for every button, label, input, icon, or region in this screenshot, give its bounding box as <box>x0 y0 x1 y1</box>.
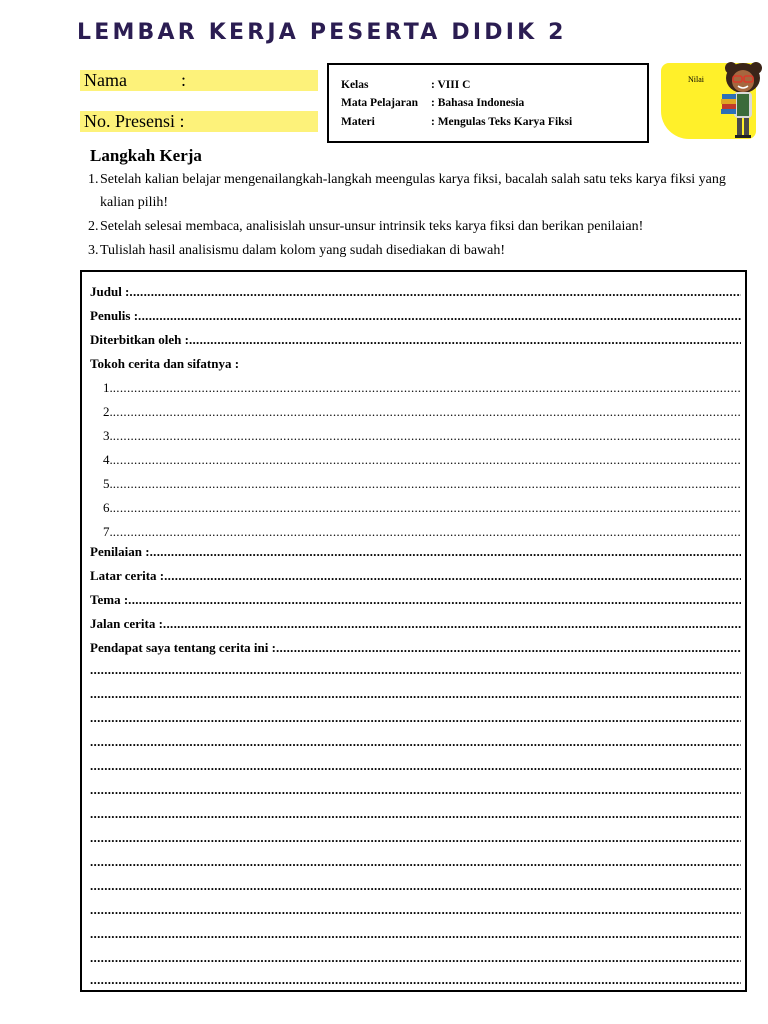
blank-line[interactable] <box>90 970 741 990</box>
tokoh-item-line[interactable] <box>113 498 741 518</box>
tokoh-item[interactable] <box>103 522 741 542</box>
blank-dots[interactable] <box>90 684 741 704</box>
kelas-value: : VIII C <box>431 79 471 91</box>
blank-dots[interactable] <box>90 852 741 872</box>
latar-label: Latar cerita : <box>90 568 165 583</box>
step-item <box>88 215 738 238</box>
mapel-row <box>341 97 524 109</box>
tokoh-item-line[interactable] <box>113 522 741 542</box>
steps-heading: Langkah Kerja <box>90 146 202 165</box>
judul-field[interactable] <box>90 282 741 302</box>
tema-field[interactable] <box>90 590 741 610</box>
blank-line[interactable] <box>90 948 741 968</box>
teacher-illustration <box>710 60 768 140</box>
worksheet-title: LEMBAR KERJA PESERTA DIDIK 2 <box>77 20 567 45</box>
tokoh-item-line[interactable] <box>113 402 741 422</box>
jalan-cerita-field[interactable] <box>90 614 741 634</box>
blank-line[interactable] <box>90 828 741 848</box>
tema-label: Tema : <box>90 592 129 607</box>
tokoh-item[interactable] <box>103 474 741 494</box>
blank-line[interactable] <box>90 732 741 752</box>
step-text: Tulislah hasil analisismu dalam kolom yang sudah disediakan di bawah! <box>100 243 506 258</box>
step-item <box>88 239 738 262</box>
blank-line[interactable] <box>90 900 741 920</box>
materi-value: : Mengulas Teks Karya Fiksi <box>431 116 573 128</box>
diterbitkan-line[interactable] <box>189 330 741 350</box>
tokoh-item-number: 4. <box>103 452 113 467</box>
pendapat-field[interactable] <box>90 638 741 658</box>
pendapat-line[interactable] <box>276 638 741 658</box>
blank-line[interactable] <box>90 708 741 728</box>
step-text: Setelah kalian belajar mengenailangkah-langkah meengulas karya fiksi, bacalah salah satu teks karya fiksi yang kalian pilih! <box>100 172 726 210</box>
blank-line[interactable] <box>90 804 741 824</box>
presensi-field[interactable]: No. Presensi : <box>80 111 318 132</box>
tokoh-item-number: 1. <box>103 380 113 395</box>
tokoh-item-number: 7. <box>103 524 113 539</box>
blank-dots[interactable] <box>90 828 741 848</box>
step-text: Setelah selesai membaca, analisislah unsur-unsur intrinsik teks karya fiksi dan berikan penilaian! <box>100 219 644 234</box>
step-number: 3. <box>88 243 99 258</box>
blank-dots[interactable] <box>90 732 741 752</box>
blank-dots[interactable] <box>90 780 741 800</box>
penilaian-line[interactable] <box>150 542 741 562</box>
penilaian-field[interactable] <box>90 542 741 562</box>
tokoh-item[interactable] <box>103 426 741 446</box>
blank-line[interactable] <box>90 876 741 896</box>
blank-dots[interactable] <box>90 804 741 824</box>
tokoh-heading-row <box>90 354 741 374</box>
tokoh-item-number: 3. <box>103 428 113 443</box>
blank-line[interactable] <box>90 924 741 944</box>
mapel-value: : Bahasa Indonesia <box>431 97 525 109</box>
materi-row <box>341 116 572 128</box>
jalan-cerita-line[interactable] <box>163 614 741 634</box>
steps-list <box>88 168 738 263</box>
kelas-label: Kelas <box>341 79 369 91</box>
step-item <box>88 168 738 214</box>
latar-line[interactable] <box>164 566 741 586</box>
tokoh-item-line[interactable] <box>113 474 741 494</box>
tokoh-item-number: 6. <box>103 500 113 515</box>
step-number: 1. <box>88 172 99 187</box>
blank-line[interactable] <box>90 852 741 872</box>
penulis-label: Penulis : <box>90 308 139 323</box>
tokoh-item[interactable] <box>103 378 741 398</box>
latar-field[interactable] <box>90 566 741 586</box>
class-info-box <box>327 63 649 143</box>
blank-line[interactable] <box>90 660 741 680</box>
tokoh-item-line[interactable] <box>113 450 741 470</box>
blank-dots[interactable] <box>90 756 741 776</box>
blank-line[interactable] <box>90 780 741 800</box>
score-label: Nilai <box>688 75 704 84</box>
pendapat-label: Pendapat saya tentang cerita ini : <box>90 640 276 655</box>
tokoh-label: Tokoh cerita dan sifatnya : <box>90 356 240 371</box>
tokoh-item-number: 2. <box>103 404 113 419</box>
diterbitkan-label: Diterbitkan oleh : <box>90 332 189 347</box>
name-field[interactable]: Nama : <box>80 70 318 91</box>
blank-dots[interactable] <box>90 708 741 728</box>
diterbitkan-field[interactable] <box>90 330 741 350</box>
penulis-field[interactable] <box>90 306 741 326</box>
tokoh-item[interactable] <box>103 450 741 470</box>
tokoh-item-line[interactable] <box>113 378 741 398</box>
blank-dots[interactable] <box>90 900 741 920</box>
blank-dots[interactable] <box>90 660 741 680</box>
blank-line[interactable] <box>90 684 741 704</box>
judul-line[interactable] <box>129 282 741 302</box>
kelas-row <box>341 79 470 91</box>
tokoh-item-number: 5. <box>103 476 113 491</box>
penulis-line[interactable] <box>138 306 741 326</box>
analysis-form <box>80 270 747 992</box>
blank-dots[interactable] <box>90 948 741 968</box>
penilaian-label: Penilaian : <box>90 544 150 559</box>
materi-label: Materi <box>341 116 375 128</box>
tokoh-item[interactable] <box>103 402 741 422</box>
tema-line[interactable] <box>128 590 741 610</box>
blank-dots[interactable] <box>90 876 741 896</box>
mapel-label: Mata Pelajaran <box>341 97 418 109</box>
step-number: 2. <box>88 219 99 234</box>
tokoh-item[interactable] <box>103 498 741 518</box>
judul-label: Judul : <box>90 284 130 299</box>
tokoh-item-line[interactable] <box>113 426 741 446</box>
blank-dots[interactable] <box>90 970 741 990</box>
blank-line[interactable] <box>90 756 741 776</box>
jalan-cerita-label: Jalan cerita : <box>90 616 163 631</box>
blank-dots[interactable] <box>90 924 741 944</box>
